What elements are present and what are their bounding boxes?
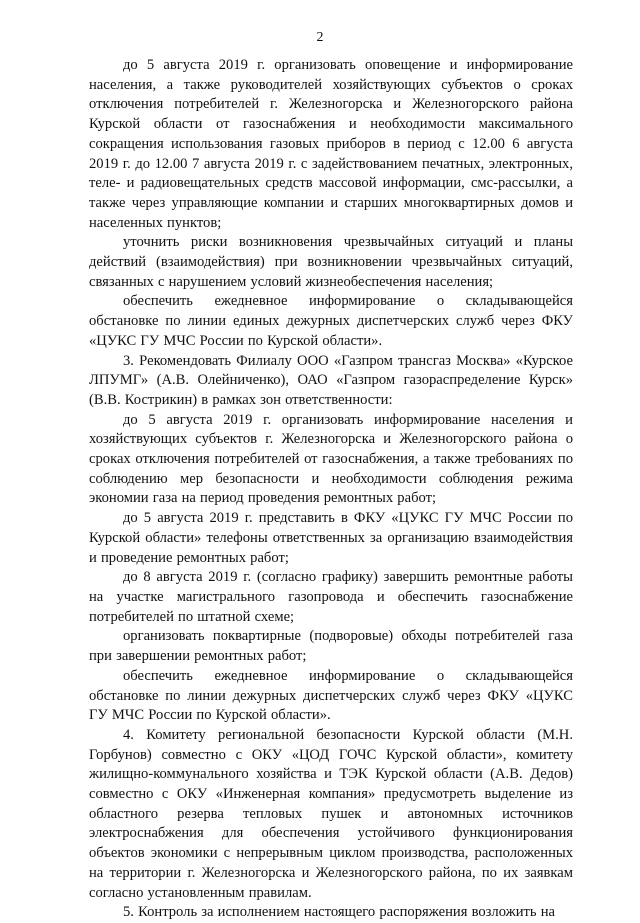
paragraph-daily-informing: обеспечить ежедневное информирование о складывающейся обстановке по линии единых дежурных диспетчерских служб через ФКУ «ЦУКС ГУ МЧС России по Курской области».	[89, 293, 573, 349]
paragraph-complete-repairs: до 8 августа 2019 г. (согласно графику) завершить ремонтные работы на участке магистрального газопровода и обеспечить газоснабжение потребителей по штатной схеме;	[89, 569, 573, 625]
paragraph-daily-informing-2: обеспечить ежедневное информирование о складывающейся обстановке по линии дежурных диспетчерских служб через ФКУ «ЦУКС ГУ МЧС России по Курской области».	[89, 667, 573, 724]
paragraph-inform-subjects: до 5 августа 2019 г. организовать информирование населения и хозяйствующих субъектов г. Железногорска и Железногорского района о сроках отключения потребителей от газоснабжения, а также требованиях по соблюдению мер безопасности и необходимости соблюдения режима экономии газа на период проведения ремонтных работ;	[89, 411, 573, 507]
paragraph-submit-phones: до 5 августа 2019 г. представить в ФКУ «ЦУКС ГУ МЧС России по Курской области» телефоны ответственных за организацию взаимодействия и проведение ремонтных работ;	[89, 510, 573, 566]
paragraph-notify-population: до 5 августа 2019 г. организовать оповещение и информирование населения, а также руководителей хозяйствующих субъектов о сроках отключения потребителей г. Железногорска и Железногорского района Курской области от газоснабжения и необходимости максимального сокращения использования газовых приборов в период с 12.00 6 августа 2019 г. до 12.00 7 августа 2019 г. с задействованием печатных, электронных, теле- и радиовещательных средств массовой информации, смс-рассылки, а также через управляющие компании и старших многоквартирных домов и населенных пунктов;	[89, 57, 573, 231]
paragraph-item-5: 5. Контроль за исполнением настоящего распоряжения возложить на	[123, 904, 556, 921]
paragraph-item-3: 3. Рекомендовать Филиалу ООО «Газпром трансгаз Москва» «Курское ЛПУМГ» (А.В. Олейниченко), ОАО «Газпром газораспределение Курск» (В.В. Кострикин) в рамках зон ответственности:	[89, 352, 573, 408]
document-body	[89, 56, 573, 923]
paragraph-item-4: 4. Комитету региональной безопасности Курской области (М.Н. Горбунов) совместно с ОКУ «ЦОД ГОЧС Курской области», комитету жилищно-коммунального хозяйства и ТЭК Курской области (А.В. Дедов) совместно с ОКУ «Инженерная компания» предусмотреть выделение из областного резерва тепловых пушек и автономных источников электроснабжения для обеспечения устойчивого функционирования объектов экономики с непрерывным циклом производства, расположенных на территории г. Железногорска и Железногорского района, по их заявкам согласно установленным правилам.	[89, 726, 573, 901]
paragraph-door-to-door: организовать поквартирные (подворовые) обходы потребителей газа при завершении ремонтных работ;	[89, 628, 573, 665]
paragraph-clarify-risks: уточнить риски возникновения чрезвычайных ситуаций и планы действий (взаимодействия) при возникновении чрезвычайных ситуаций, связанных с нарушением условий жизнеобеспечения населения;	[89, 234, 573, 290]
page-number: 2	[316, 30, 324, 45]
